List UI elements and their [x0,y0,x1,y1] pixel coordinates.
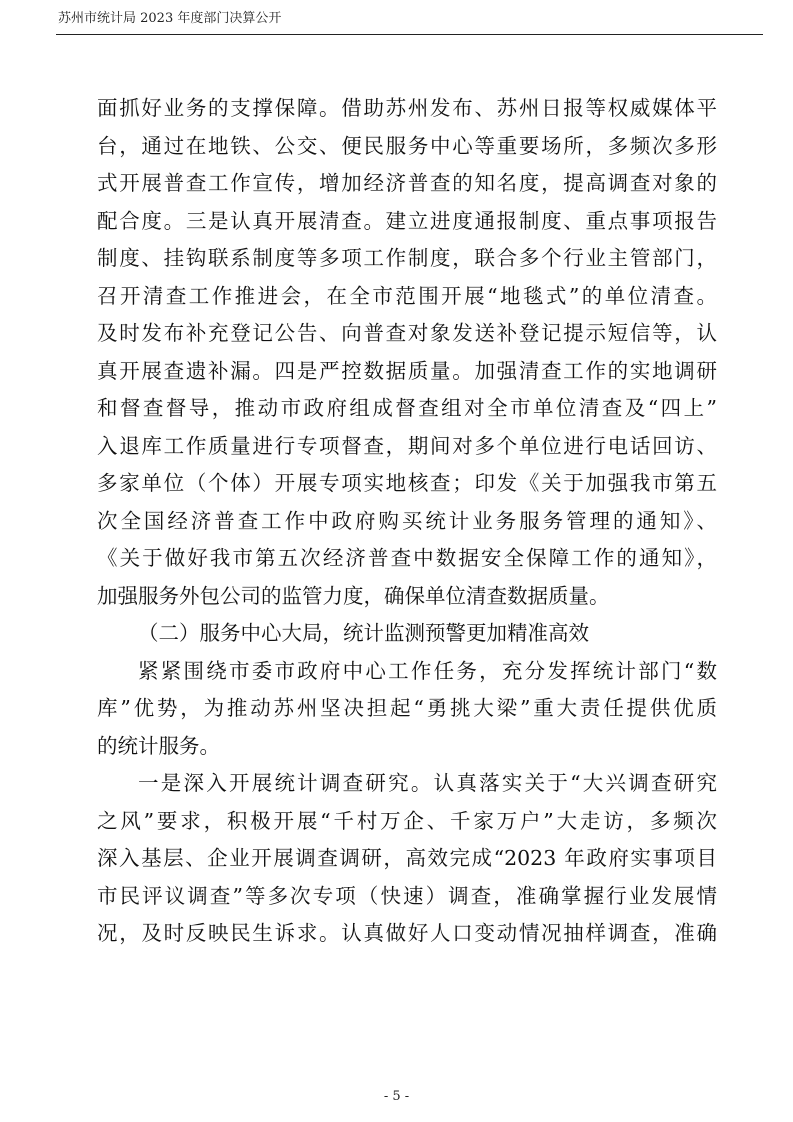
paragraph-line: 《关于做好我市第五次经济普查中数据安全保障工作的通知》， [97,546,717,570]
paragraph-line: 多家单位（个体）开展专项实地核查；印发《关于加强我市第五 [97,471,717,495]
paragraph [97,653,717,766]
paragraph [97,765,717,953]
paragraph-line: 真开展查遗补漏。四是严控数据质量。加强清查工作的实地调研 [97,358,717,383]
paragraph-line: 召开清查工作推进会，在全市范围开展“地毯式”的单位清查。 [97,283,717,308]
paragraph-line: 面抓好业务的支撑保障。借助苏州发布、苏州日报等权威媒体平 [97,96,717,120]
paragraph-line: 及时发布补充登记公告、向普查对象发送补登记提示短信等，认 [97,321,717,345]
paragraph-line: 次全国经济普查工作中政府购买统计业务服务管理的通知》、 [97,508,717,533]
paragraph-line: 的统计服务。 [97,733,220,758]
paragraph-line: 一是深入开展统计调查研究。认真落实关于“大兴调查研究 [138,771,717,795]
paragraph-line: 入退库工作质量进行专项督查，期间对多个单位进行电话回访、 [97,433,717,458]
paragraph-line: 之风”要求，积极开展“千村万企、千家万户”大走访，多频次 [97,808,717,833]
header-divider [56,34,763,35]
paragraph-line: 制度、挂钩联系制度等多项工作制度，联合多个行业主管部门， [97,246,717,270]
paragraph [97,615,717,653]
paragraph-line: 台，通过在地铁、公交、便民服务中心等重要场所，多频次多形 [97,133,717,158]
page-header-title: 苏州市统计局 2023 年度部门决算公开 [58,11,282,26]
paragraph [97,90,717,615]
paragraph-line: 紧紧围绕市委市政府中心工作任务，充分发挥统计部门“数 [138,658,717,683]
paragraph-line: 配合度。三是认真开展清查。建立进度通报制度、重点事项报告 [97,208,717,233]
paragraph-line: 加强服务外包公司的监管力度，确保单位清查数据质量。 [97,583,610,608]
paragraph-line: （二）服务中心大局，统计监测预警更加精准高效 [138,621,589,645]
paragraph-line: 式开展普查工作宣传，增加经济普查的知名度，提高调查对象的 [97,171,717,195]
document-body [97,90,717,953]
paragraph-line: 深入基层、企业开展调查调研，高效完成“2023 年政府实事项目 [97,846,717,870]
paragraph-line: 和督查督导，推动市政府组成督查组对全市单位清查及“四上” [97,396,717,420]
paragraph-line: 市民评议调查”等多次专项（快速）调查，准确掌握行业发展情 [97,883,717,908]
paragraph-line: 库”优势，为推动苏州坚决担起“勇挑大梁”重大责任提供优质 [97,696,717,720]
paragraph-line: 况，及时反映民生诉求。认真做好人口变动情况抽样调查，准确 [97,921,717,945]
page-number: - 5 - [383,1089,410,1104]
